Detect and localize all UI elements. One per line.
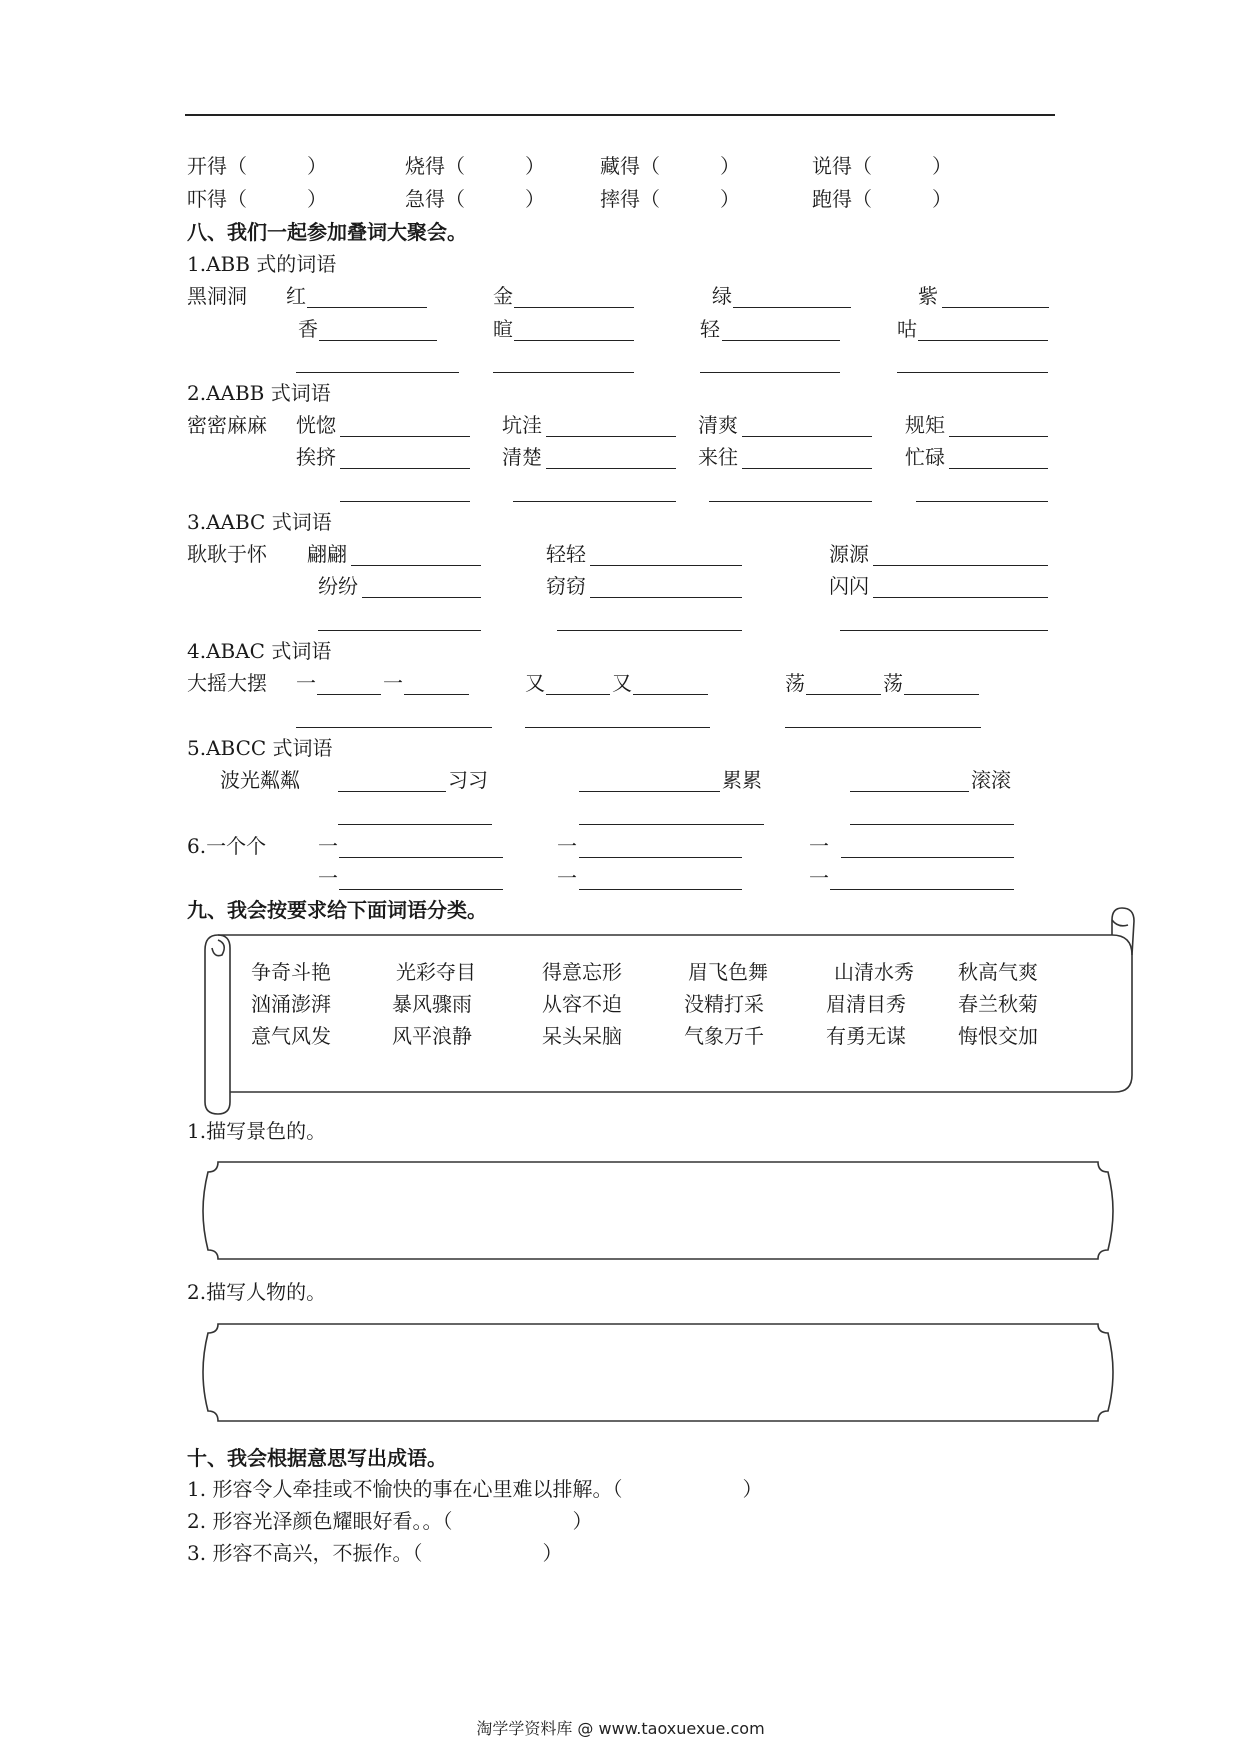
abb-example: 黑洞洞: [187, 284, 247, 308]
abb-prefix: 暄: [493, 317, 513, 341]
section-10-title: 十、我会根据意思写出成语。: [187, 1446, 447, 1470]
abac-char: 荡: [883, 671, 903, 695]
aabc-prefix: 轻轻: [546, 542, 586, 566]
aabb-label: 2.AABB 式词语: [187, 381, 331, 405]
abac-char: 一: [296, 671, 316, 695]
word: 眉飞色舞: [688, 960, 768, 984]
section-8-title: 八、我们一起参加叠词大聚会。: [187, 220, 467, 244]
idiom-question: 3. 形容不高兴，不振作。（ ）: [187, 1541, 563, 1565]
word: 从容不迫: [542, 992, 622, 1016]
aabb-prefix: 规矩: [905, 413, 945, 437]
word: 眉清目秀: [826, 992, 906, 1016]
abac-example: 大摇大摆: [187, 671, 267, 695]
aabb-prefix: 忙碌: [905, 445, 945, 469]
word: 光彩夺目: [396, 960, 476, 984]
aabc-label: 3.AABC 式词语: [187, 510, 332, 534]
yi-prefix: 一: [809, 866, 829, 890]
q7-item: 急得（ ）: [405, 187, 545, 211]
word: 得意忘形: [542, 960, 622, 984]
aabc-prefix: 窃窃: [546, 574, 586, 598]
abb-prefix: 绿: [712, 284, 732, 308]
yi-prefix: 一: [557, 866, 577, 890]
aabc-prefix: 翩翩: [307, 542, 347, 566]
abb-prefix: 轻: [700, 317, 720, 341]
word: 气象万千: [684, 1024, 764, 1048]
idiom-question: 1. 形容令人牵挂或不愉快的事在心里难以排解。（ ）: [187, 1477, 763, 1501]
abac-char: 一: [383, 671, 403, 695]
abb-prefix: 紫: [918, 284, 938, 308]
aabb-prefix: 恍惚: [296, 413, 336, 437]
aabc-example: 耿耿于怀: [187, 542, 267, 566]
q7-item: 开得（ ）: [187, 154, 327, 178]
word: 呆头呆脑: [542, 1024, 622, 1048]
classify-q2: 2.描写人物的。: [187, 1280, 327, 1304]
word: 秋高气爽: [958, 960, 1038, 984]
q7-item: 烧得（ ）: [405, 154, 545, 178]
abb-label: 1.ABB 式的词语: [187, 252, 337, 276]
yi-prefix: 一: [318, 866, 338, 890]
idiom-question: 2. 形容光泽颜色耀眼好看。。（ ）: [187, 1509, 593, 1533]
aabb-prefix: 坑洼: [502, 413, 542, 437]
abb-prefix: 金: [493, 284, 513, 308]
section-9-title: 九、我会按要求给下面词语分类。: [187, 898, 487, 922]
abcc-suffix: 累累: [722, 768, 762, 792]
abb-prefix: 咕: [897, 317, 917, 341]
abb-prefix: 香: [298, 317, 318, 341]
aabb-example: 密密麻麻: [187, 413, 267, 437]
aabb-prefix: 来往: [698, 445, 738, 469]
q7-item: 摔得（ ）: [600, 187, 740, 211]
footer-watermark: 淘学学资料库 @ www.taoxuexue.com: [476, 1719, 765, 1738]
word: 暴风骤雨: [392, 992, 472, 1016]
yi-prefix: 一: [809, 834, 829, 858]
q7-item: 藏得（ ）: [600, 154, 740, 178]
q7-item: 跑得（ ）: [812, 187, 952, 211]
aabc-prefix: 闪闪: [829, 574, 869, 598]
yi-prefix: 一: [557, 834, 577, 858]
abac-char: 荡: [785, 671, 805, 695]
yigege-label: 6.一个个: [187, 834, 267, 858]
abcc-suffix: 习习: [448, 768, 488, 792]
word: 风平浪静: [392, 1024, 472, 1048]
word: 汹涌澎湃: [251, 992, 331, 1016]
q7-item: 吓得（ ）: [187, 187, 327, 211]
q7-item: 说得（ ）: [812, 154, 952, 178]
abac-char: 又: [612, 671, 632, 695]
abcc-example: 波光粼粼: [220, 768, 300, 792]
word: 争奇斗艳: [251, 960, 331, 984]
abac-label: 4.ABAC 式词语: [187, 639, 332, 663]
aabb-prefix: 挨挤: [296, 445, 336, 469]
abac-char: 又: [525, 671, 545, 695]
abcc-label: 5.ABCC 式词语: [187, 736, 333, 760]
abcc-suffix: 滚滚: [971, 768, 1011, 792]
word: 有勇无谋: [826, 1024, 906, 1048]
yi-prefix: 一: [318, 834, 338, 858]
word: 春兰秋菊: [958, 992, 1038, 1016]
abb-prefix: 红: [286, 284, 306, 308]
aabc-prefix: 纷纷: [318, 574, 358, 598]
aabb-prefix: 清爽: [698, 413, 738, 437]
word: 意气风发: [251, 1024, 331, 1048]
aabb-prefix: 清楚: [502, 445, 542, 469]
word: 悔恨交加: [958, 1024, 1038, 1048]
classify-q1: 1.描写景色的。: [187, 1119, 327, 1143]
word: 没精打采: [684, 992, 764, 1016]
word: 山清水秀: [834, 960, 914, 984]
aabc-prefix: 源源: [829, 542, 869, 566]
